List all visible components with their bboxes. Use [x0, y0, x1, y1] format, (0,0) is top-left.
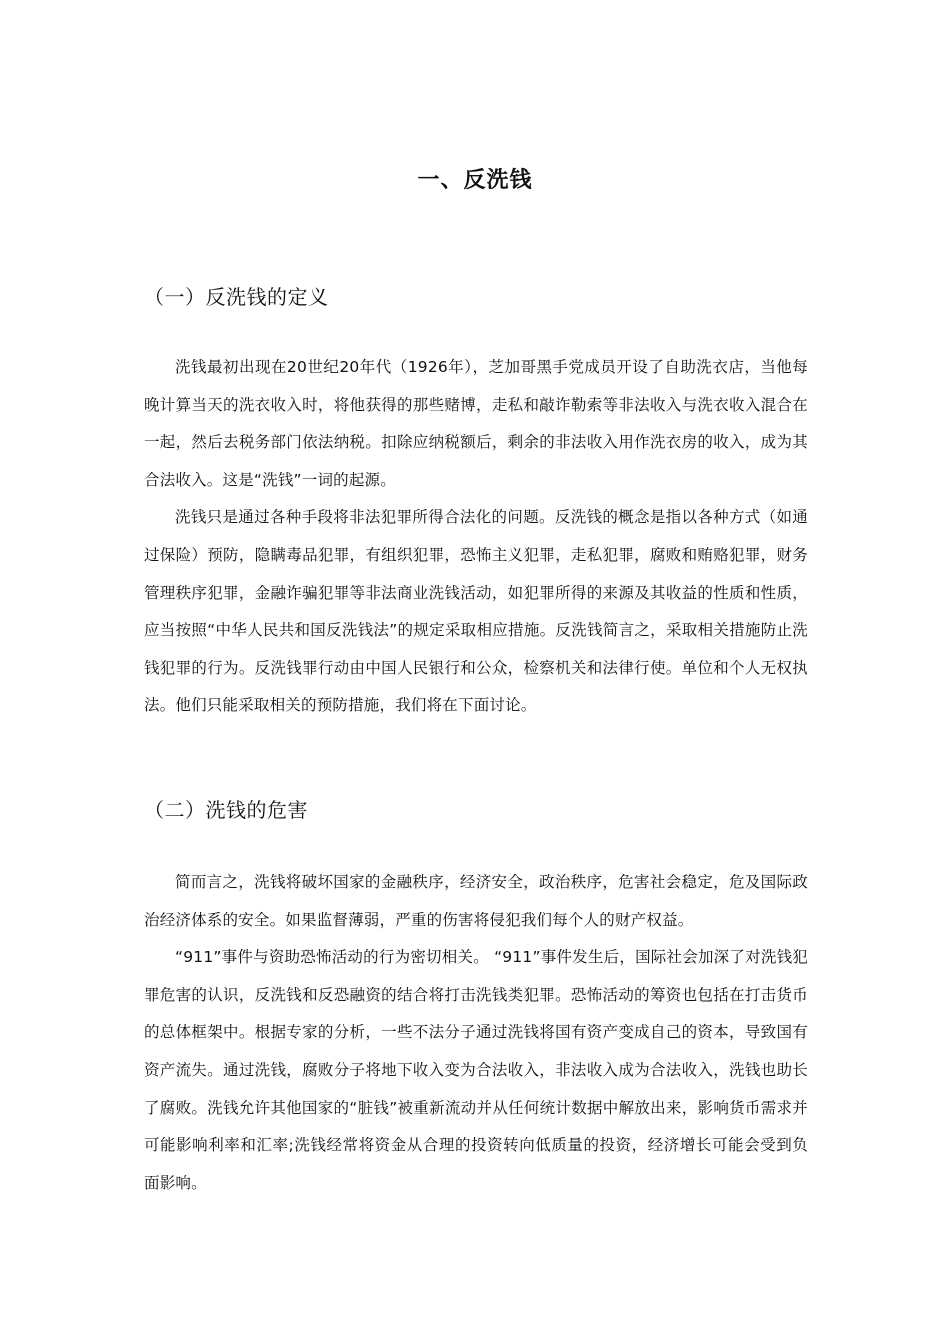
paragraph: 洗钱只是通过各种手段将非法犯罪所得合法化的问题。反洗钱的概念是指以各种方式（如通过保险）预防，隐瞒毒品犯罪，有组织犯罪，恐怖主义犯罪，走私犯罪，腐败和贿赂犯罪，财务管理秩序犯罪，金融诈骗犯罪等非法商业洗钱活动，如犯罪所得的来源及其收益的性质和性质，应当按照“中华人民共和国反洗钱法”的规定采取相应措施。反洗钱简言之，采取相关措施防止洗钱犯罪的行为。反洗钱罪行动由中国人民银行和公众，检察机关和法律行使。单位和个人无权执法。他们只能采取相关的预防措施，我们将在下面讨论。	[144, 508, 808, 715]
paragraph: 简而言之，洗钱将破坏国家的金融秩序，经济安全，政治秩序，危害社会稳定，危及国际政治经济体系的安全。如果监督薄弱，严重的伤害将侵犯我们每个人的财产权益。	[144, 873, 808, 929]
chapter-title: 一、反洗钱	[417, 168, 533, 193]
paragraph: “911”事件与资助恐怖活动的行为密切相关。 “911”事件发生后，国际社会加深了对洗钱犯罪危害的认识，反洗钱和反恐融资的结合将打击洗钱类犯罪。恐怖活动的筹资也包括在打击货币的总体框架中。根据专家的分析，一些不法分子通过洗钱将国有资产变成自己的资本，导致国有资产流失。通过洗钱，腐败分子将地下收入变为合法收入，非法收入成为合法收入，洗钱也助长了腐败。洗钱允许其他国家的“脏钱”被重新流动并从任何统计数据中解放出来，影响货币需求并可能影响利率和汇率;洗钱经常将资金从合理的投资转向低质量的投资，经济增长可能会受到负面影响。	[144, 948, 808, 1192]
section-body-harms	[144, 864, 808, 1202]
section-body-definition	[144, 349, 808, 725]
section-heading-definition: （一）反洗钱的定义	[144, 285, 329, 309]
paragraph: 洗钱最初出现在20世纪20年代（1926年），芝加哥黑手党成员开设了自助洗衣店，当他每晚计算当天的洗衣收入时，将他获得的那些赌博，走私和敲诈勒索等非法收入与洗衣收入混合在一起，然后去税务部门依法纳税。扣除应纳税额后，剩余的非法收入用作洗衣房的收入，成为其合法收入。这是“洗钱”一词的起源。	[144, 358, 808, 489]
section-heading-harms: （二）洗钱的危害	[144, 798, 308, 822]
